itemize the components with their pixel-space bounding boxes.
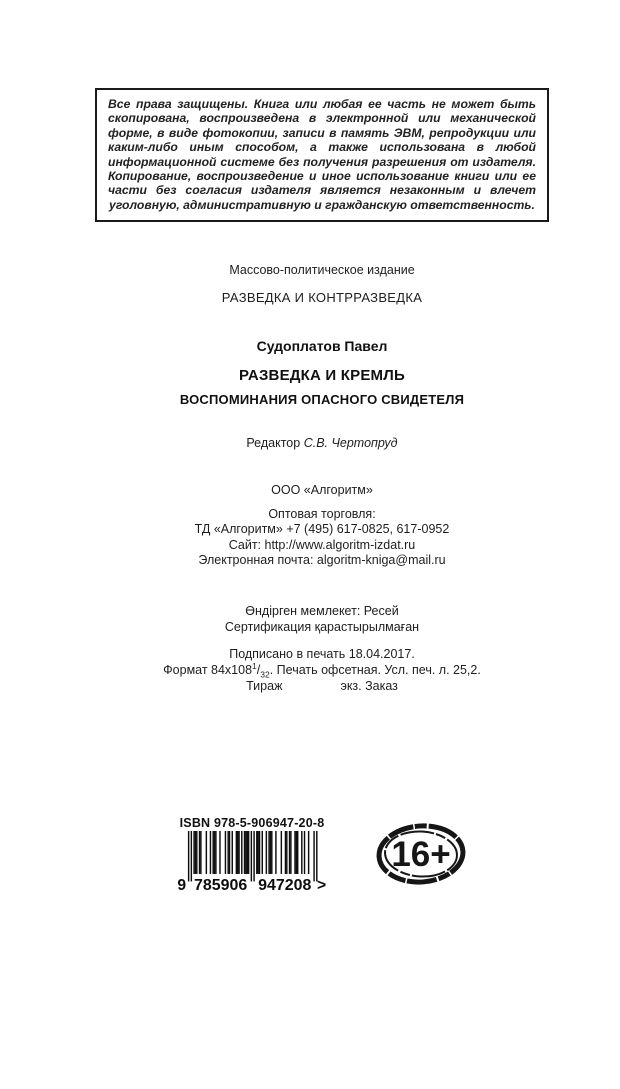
format-line: Формат $84x108^1/_{32}$. Печать офсетная. Усл. печ. л. 25,2. <box>163 660 481 680</box>
trade-email: Электронная почта: algoritm-kniga@mail.ru <box>198 553 446 568</box>
imprint-page <box>0 88 620 1089</box>
editor-name: С.В. Чертопруд <box>303 436 398 451</box>
ean-barcode <box>177 816 327 891</box>
author-name: Судоплатов Павел <box>256 338 388 355</box>
series-title: РАЗВЕДКА И КОНТРРАЗВЕДКА <box>221 290 423 306</box>
editor-line <box>24 436 620 450</box>
trade-heading: Оптовая торговля: <box>268 507 376 522</box>
barcode-image <box>177 831 327 891</box>
trade-website: Сайт: http://www.algoritm-izdat.ru <box>228 537 416 552</box>
tirazh-line <box>24 679 620 695</box>
publisher-name: ООО «Алгоритм» <box>271 483 373 498</box>
edition-type: Массово-политическое издание <box>229 263 415 278</box>
isbn-label: ISBN 978-5-906947-20-8 <box>179 816 325 831</box>
age-rating-text: 16+ <box>391 834 451 874</box>
print-info-block <box>24 647 620 694</box>
zakaz-label: экз. Заказ <box>340 678 398 693</box>
copyright-notice-box <box>95 88 549 222</box>
age-rating-badge <box>375 821 467 887</box>
book-subtitle: ВОСПОМИНАНИЯ ОПАСНОГО СВИДЕТЕЛЯ <box>179 392 465 408</box>
producer-country: Өндірген мемлекет: Ресей <box>245 604 399 619</box>
signed-to-print-line: Подписано в печать 18.04.2017. <box>229 646 415 661</box>
svg-text:9: 9 <box>177 877 187 892</box>
svg-text:785906: 785906 <box>194 877 248 892</box>
book-title: РАЗВЕДКА И КРЕМЛЬ <box>239 367 405 385</box>
kazakh-certification-block <box>24 604 620 635</box>
format-superscript: 1 <box>252 660 257 671</box>
certification-note: Сертификация қарастырылмаған <box>224 619 420 634</box>
editor-label: Редактор <box>246 436 301 451</box>
trade-contact-block <box>24 507 620 568</box>
svg-text:>: > <box>316 877 327 892</box>
svg-text:947208: 947208 <box>258 877 312 892</box>
format-subscript: 32 <box>260 669 270 680</box>
tirazh-label: Тираж <box>246 678 283 693</box>
copyright-notice-text: Все права защищены. Книга или любая ее часть не может быть скопирована, воспроизведена в электронной или механической форме, в виде фотокопии, записи в память ЭВМ, репродукции или каким-либо иным способом, а также использована в любой информационной системе без получения разрешения от издателя. Копирование, воспроизведение и иное использование книги или ее части без согласия издателя является незаконным и влечет уголовную, административную и гражданскую ответственность. <box>108 97 536 212</box>
barcode-badge-row <box>24 816 620 891</box>
trade-phone: ТД «Алгоритм» +7 (495) 617-0825, 617-0952 <box>194 522 450 537</box>
